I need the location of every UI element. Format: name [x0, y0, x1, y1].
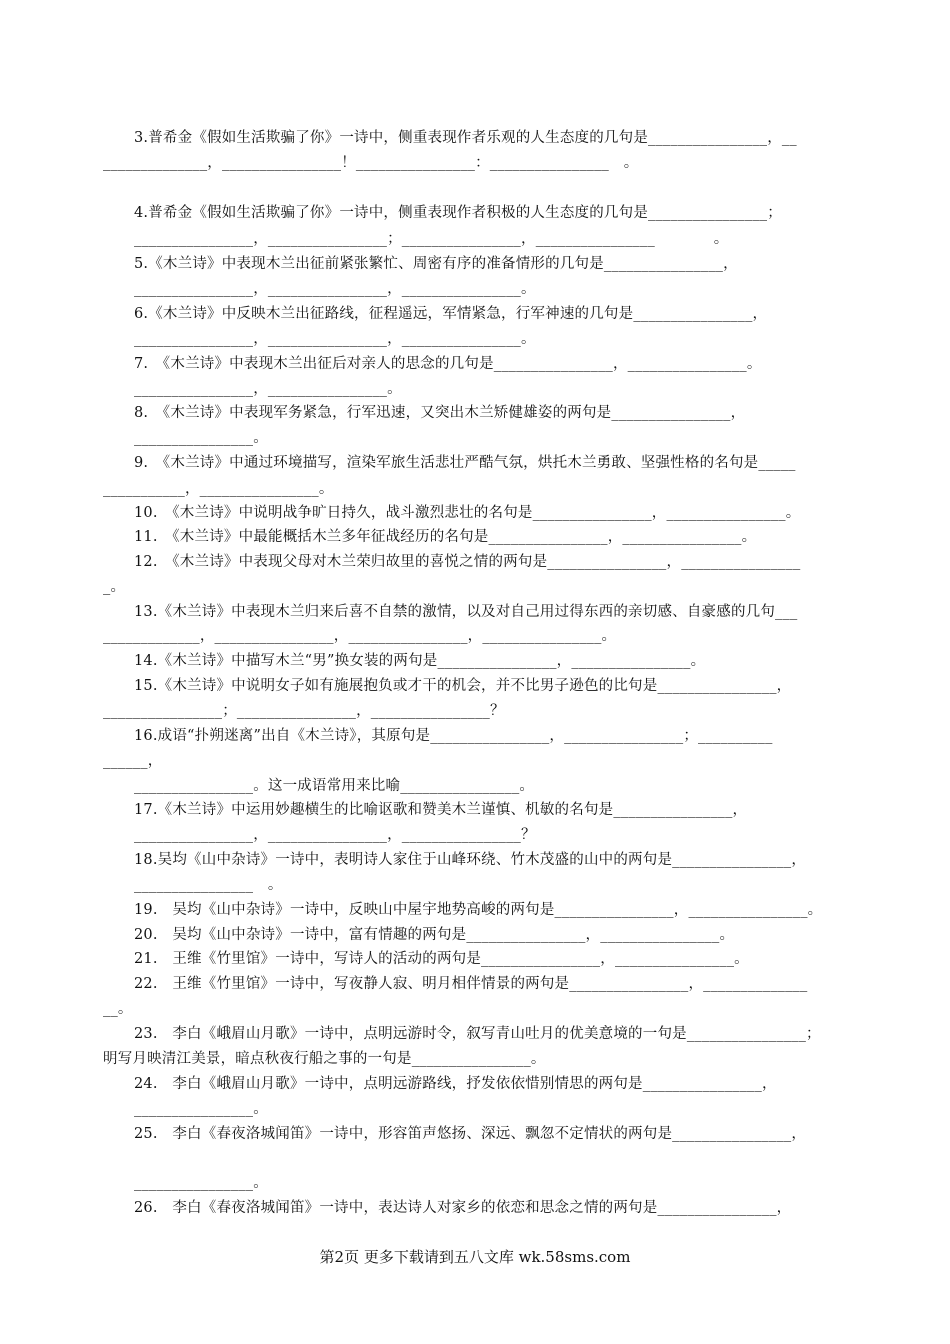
question-15-line-1: 15.《木兰诗》中说明女子如有施展抱负或才干的机会，并不比男子逊色的比句是________________， — [134, 678, 792, 694]
question-6-line-2: ________________，________________，________________。 — [134, 331, 536, 347]
question-9-line-1: 9. 《木兰诗》中通过环境描写，渲染军旅生活悲壮严酷气氛，烘托木兰勇敢、坚强性格的名句是_____ — [134, 455, 796, 471]
question-4-line-1: 4.普希金《假如生活欺骗了你》一诗中，侧重表现作者积极的人生态度的几句是________________； — [134, 205, 782, 221]
question-5-line-1: 5.《木兰诗》中表现木兰出征前紧张繁忙、周密有序的准备情形的几句是________________， — [134, 256, 738, 272]
question-13-line-2: _____________，________________，________________，________________。 — [103, 628, 617, 644]
question-16-line-3: ________________。这一成语常用来比喻________________。 — [134, 778, 535, 794]
question-3-line-2: ______________，________________！________________：________________ 。 — [103, 155, 639, 171]
question-15-line-2: ________________；________________，________________？ — [103, 703, 505, 719]
question-22-line-1: 22. 王维《竹里馆》一诗中，写夜静人寂、明月相伴情景的两句是________________，______________ — [134, 976, 808, 992]
question-8-line-2: ________________。 — [134, 430, 268, 446]
question-22-line-2: __。 — [103, 1001, 133, 1017]
page-footer: 第2页 更多下载请到五八文库 wk.58sms.com — [319, 1248, 631, 1266]
question-18-line-1: 18.吴均《山中杂诗》一诗中，表明诗人家住于山峰环绕、竹木茂盛的山中的两句是________________， — [134, 852, 807, 868]
question-7-line-1: 7. 《木兰诗》中表现木兰出征后对亲人的思念的几句是________________，________________。 — [134, 356, 762, 372]
question-3-line-1: 3.普希金《假如生活欺骗了你》一诗中，侧重表现作者乐观的人生态度的几句是________________，__ — [134, 130, 797, 146]
question-20-line: 20. 吴均《山中杂诗》一诗中，富有情趣的两句是________________，________________。 — [134, 927, 735, 943]
question-16-line-1: 16.成语“扑朔迷离”出自《木兰诗》，其原句是________________，________________；__________ — [134, 728, 773, 744]
question-8-line-1: 8. 《木兰诗》中表现军务紧急，行军迅速，又突出木兰矫健雄姿的两句是________________， — [134, 405, 746, 421]
question-13-line-1: 13.《木兰诗》中表现木兰归来后喜不自禁的激情，以及对自己用过得东西的亲切感、自豪感的几句___ — [134, 604, 798, 620]
question-21-line: 21. 王维《竹里馆》一诗中，写诗人的活动的两句是________________，________________。 — [134, 951, 749, 967]
question-17-line-2: ________________，________________，________________？ — [134, 827, 536, 843]
question-6-line-1: 6.《木兰诗》中反映木兰出征路线，征程遥远，军情紧急，行军神速的几句是________________， — [134, 306, 768, 322]
question-4-line-2: ________________，________________；________________，________________ 。 — [134, 231, 729, 247]
question-17-line-1: 17.《木兰诗》中运用妙趣横生的比喻讴歌和赞美木兰谨慎、机敏的名句是________________， — [134, 802, 748, 818]
question-9-line-2: ___________，________________。 — [103, 481, 334, 497]
question-11-line: 11. 《木兰诗》中最能概括木兰多年征战经历的名句是________________，________________。 — [134, 529, 757, 545]
question-24-line-2: ________________。 — [134, 1101, 268, 1117]
question-23-line-2: 明写月映清江美景，暗点秋夜行船之事的一句是________________。 — [103, 1051, 546, 1067]
question-23-line-1: 23. 李白《峨眉山月歌》一诗中，点明远游时令，叙写青山吐月的优美意境的一句是________________； — [134, 1026, 821, 1042]
question-26-line-1: 26. 李白《春夜洛城闻笛》一诗中，表达诗人对家乡的依恋和思念之情的两句是________________， — [134, 1200, 792, 1216]
question-25-line-1: 25. 李白《春夜洛城闻笛》一诗中，形容笛声悠扬、深远、飘忽不定情状的两句是________________， — [134, 1126, 807, 1142]
question-16-line-2: ______， — [103, 753, 163, 769]
question-18-line-2: ________________ 。 — [134, 877, 283, 893]
question-5-line-2: ________________，________________，________________。 — [134, 281, 536, 297]
question-12-line-1: 12. 《木兰诗》中表现父母对木兰荣归故里的喜悦之情的两句是________________，________________ — [134, 554, 801, 570]
question-10-line: 10. 《木兰诗》中说明战争旷日持久，战斗激烈悲壮的名句是________________，________________。 — [134, 505, 801, 521]
question-7-line-2: ________________，________________。 — [134, 381, 402, 397]
question-12-line-2: _。 — [103, 579, 126, 595]
question-14-line: 14.《木兰诗》中描写木兰“男”换女装的两句是________________，________________。 — [134, 653, 706, 669]
question-24-line-1: 24. 李白《峨眉山月歌》一诗中，点明远游路线，抒发依依惜别情思的两句是________________， — [134, 1076, 777, 1092]
question-19-line: 19. 吴均《山中杂诗》一诗中，反映山中屋宇地势高峻的两句是________________，________________。 — [134, 902, 823, 918]
question-25-line-2: ________________。 — [134, 1175, 268, 1191]
